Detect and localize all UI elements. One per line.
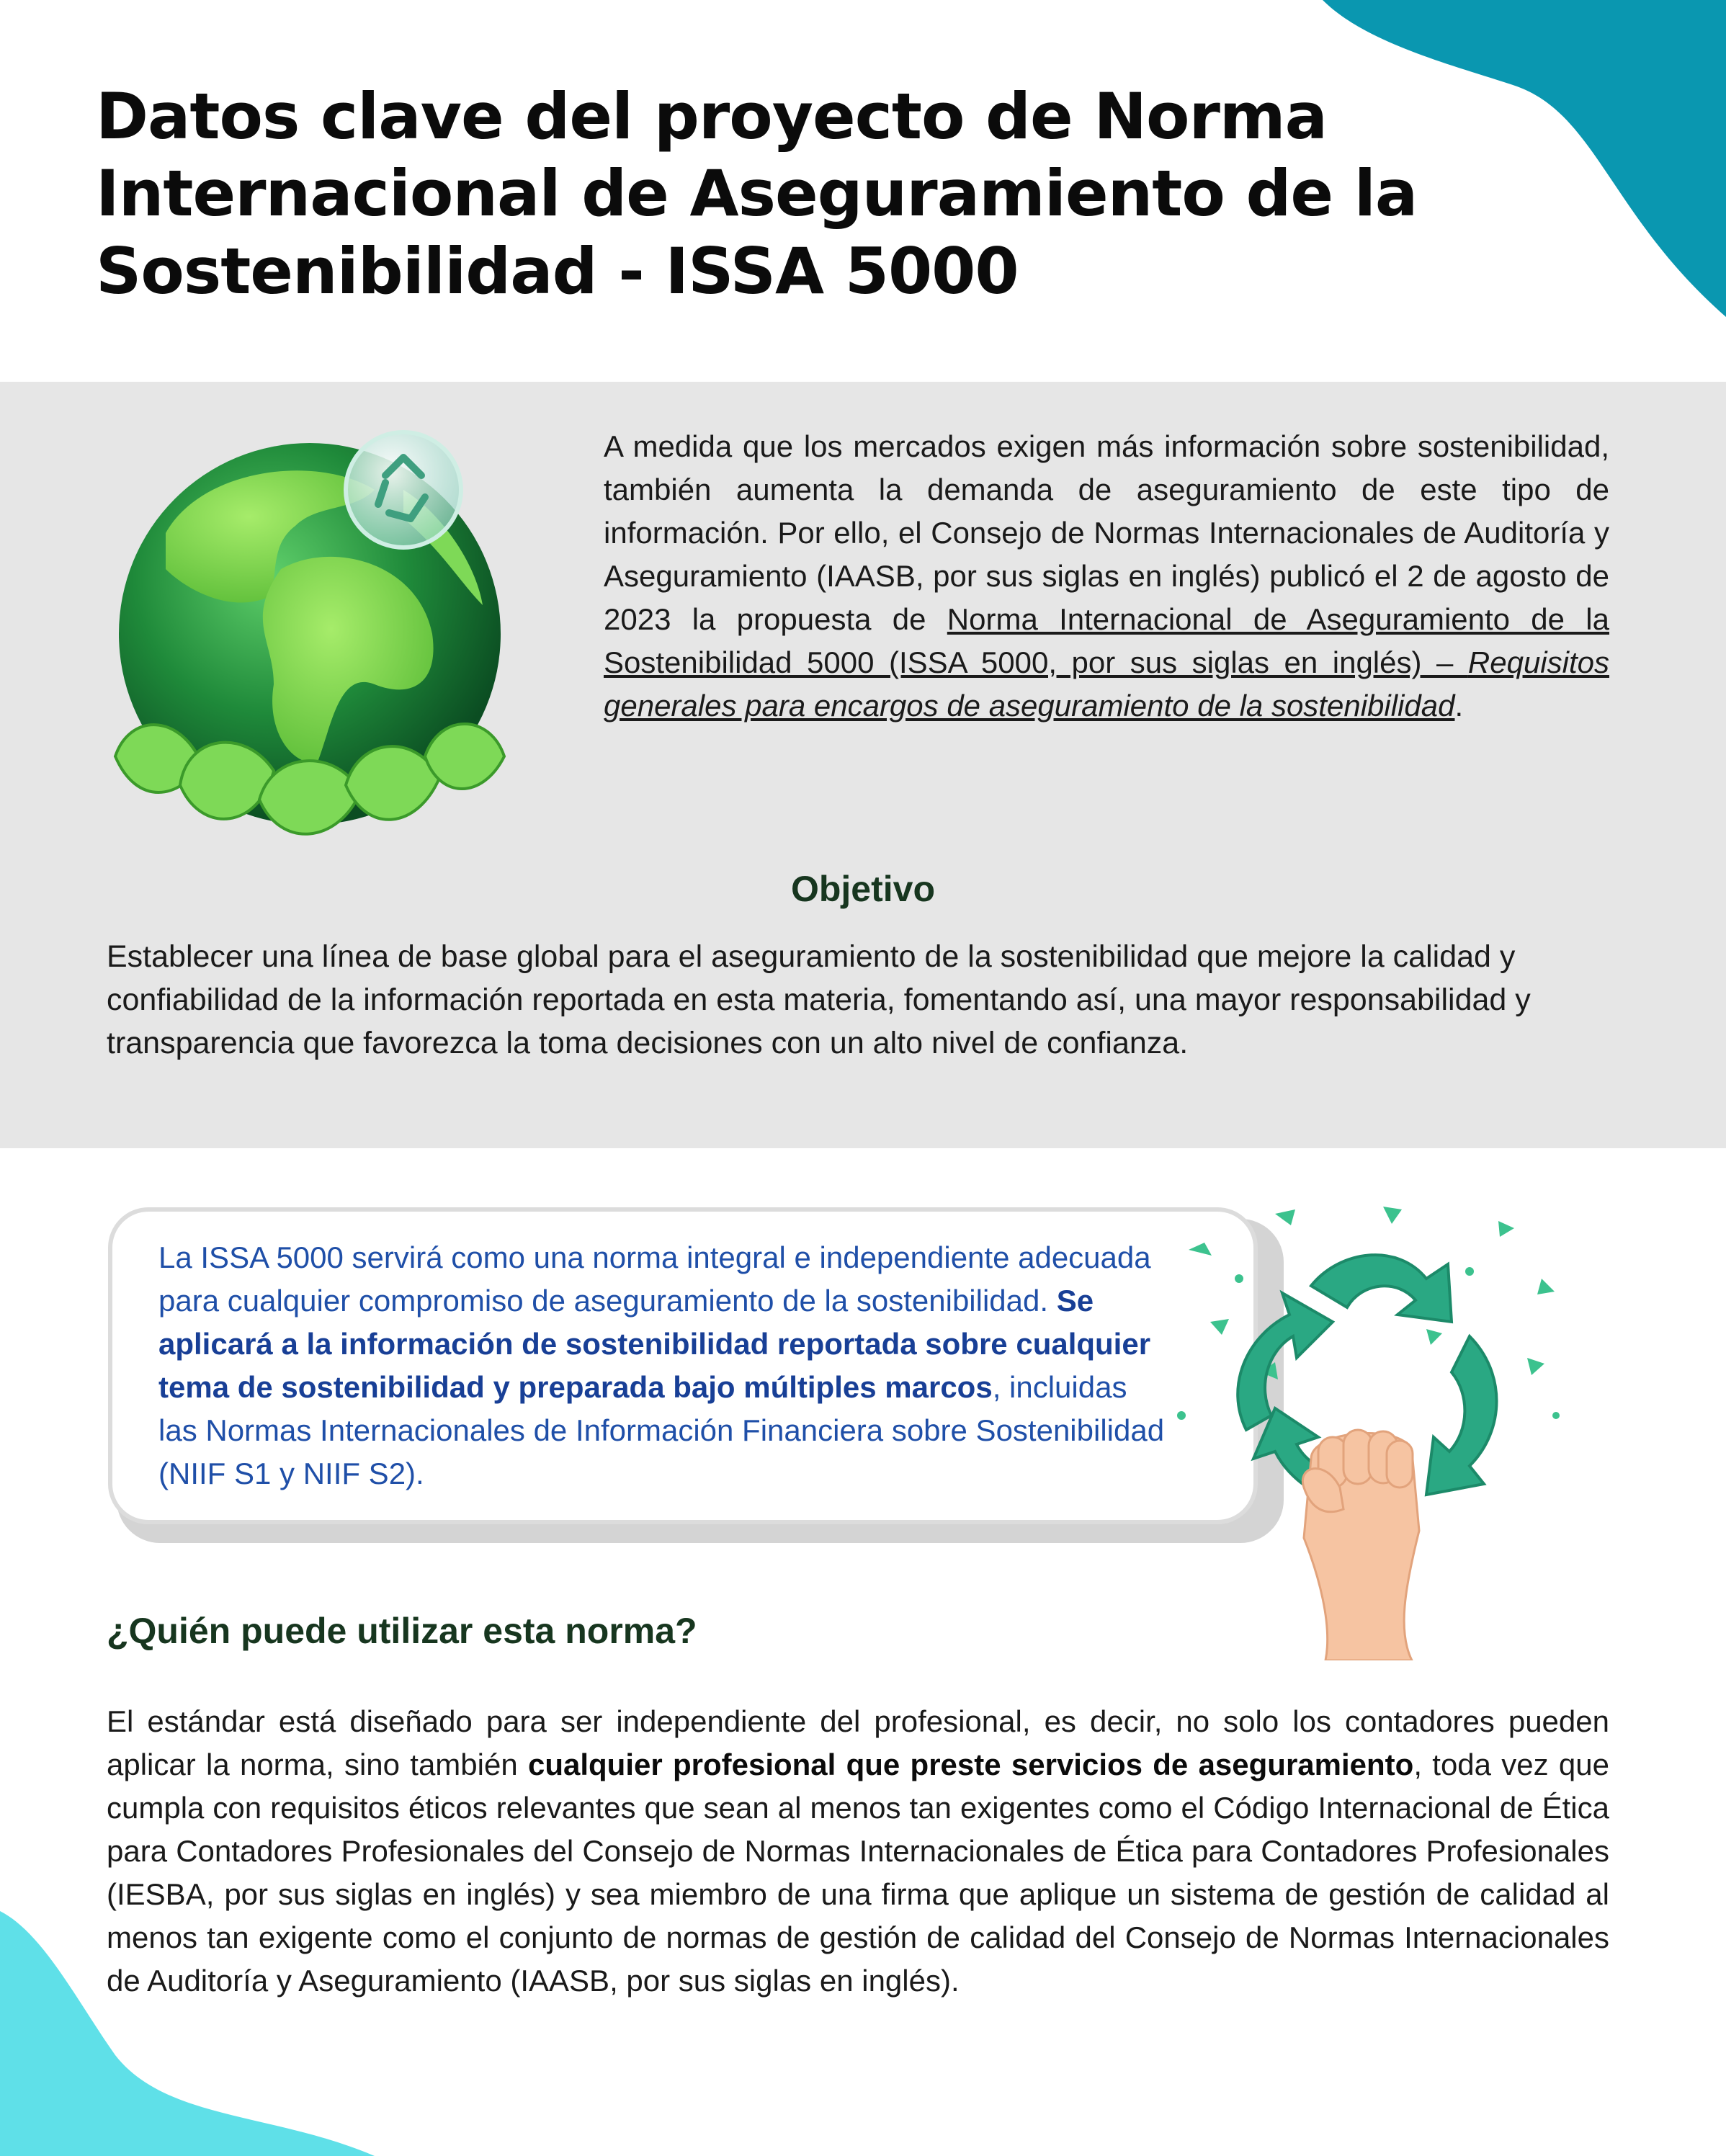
issa-5000-link-title[interactable]: Requisitos generales para encargos de aseguramiento de la sostenibilidad bbox=[604, 645, 1609, 723]
callout-bold: Se aplicará a la información de sostenibilidad reportada sobre cualquier tema de sostenibilidad y preparada bajo múltiples marcos bbox=[158, 1284, 1151, 1404]
callout-text bbox=[158, 1236, 1167, 1495]
objetivo-heading: Objetivo bbox=[790, 869, 936, 909]
intro-end: . bbox=[1454, 689, 1464, 723]
title-line-1: Datos clave del proyecto de Norma bbox=[96, 79, 1327, 153]
title-line-3: Sostenibilidad - ISSA 5000 bbox=[96, 233, 1019, 308]
callout-part-2: , incluidas las Normas Internacionales de Información Financiera sobre Sostenibilidad (NIIF S1 y NIIF S2). bbox=[158, 1370, 1165, 1490]
title-line-2: Internacional de Aseguramiento de la bbox=[96, 156, 1418, 231]
quien-part-1: El estándar está diseñado para ser independiente del profesional, es decir, no solo los contadores pueden aplicar la norma, sino también bbox=[107, 1704, 1609, 1781]
objetivo-text: Establecer una línea de base global para el aseguramiento de la sostenibilidad que mejore la calidad y confiabilidad de la información reportada en esta materia, fomentando así, una mayor responsabilidad y transparencia que favorezca la toma decisiones con un alto nivel de confianza. bbox=[107, 939, 1531, 1060]
intro-text: A medida que los mercados exigen más información sobre sostenibilidad, también aumenta la demanda de aseguramiento de este tipo de información. Por ello, el Consejo de Normas Internacionales de Auditoría y Aseguramiento (IAASB, por sus siglas en inglés) publicó el 2 de agosto de 2023 la propuesta de bbox=[604, 429, 1609, 636]
quien-heading: ¿Quién puede utilizar esta norma? bbox=[107, 1611, 697, 1651]
quien-part-2: , toda vez que cumpla con requisitos éticos relevantes que sean al menos tan exigentes como el Código Internacional de Ética para Contadores Profesionales del Consejo de Normas Internacionales de Ética para Contadores Profesionales (IESBA, por sus siglas en inglés) y sea miembro de una firma que aplique un sistema de gestión de calidad al menos tan exigente como el conjunto de normas de gestión de calidad del Consejo de Normas Internacionales de Auditoría y Aseguramiento (IAASB, por sus siglas en inglés). bbox=[107, 1748, 1609, 1998]
quien-bold: cualquier profesional que preste servicios de aseguramiento bbox=[527, 1748, 1414, 1781]
page-title bbox=[96, 78, 1573, 310]
callout-part-1: La ISSA 5000 servirá como una norma integral e independiente adecuada para cualquier compromiso de aseguramiento de la sostenibilidad. bbox=[158, 1240, 1151, 1318]
issa-5000-link[interactable]: Norma Internacional de Aseguramiento de la Sostenibilidad 5000 (ISSA 5000, por sus siglas en inglés) – bbox=[604, 602, 1609, 679]
intro-paragraph bbox=[604, 425, 1609, 728]
green-globe-recycle-icon bbox=[101, 425, 519, 857]
hand-holding-recycle-icon bbox=[1167, 1199, 1578, 1660]
quien-text bbox=[107, 1700, 1609, 2003]
